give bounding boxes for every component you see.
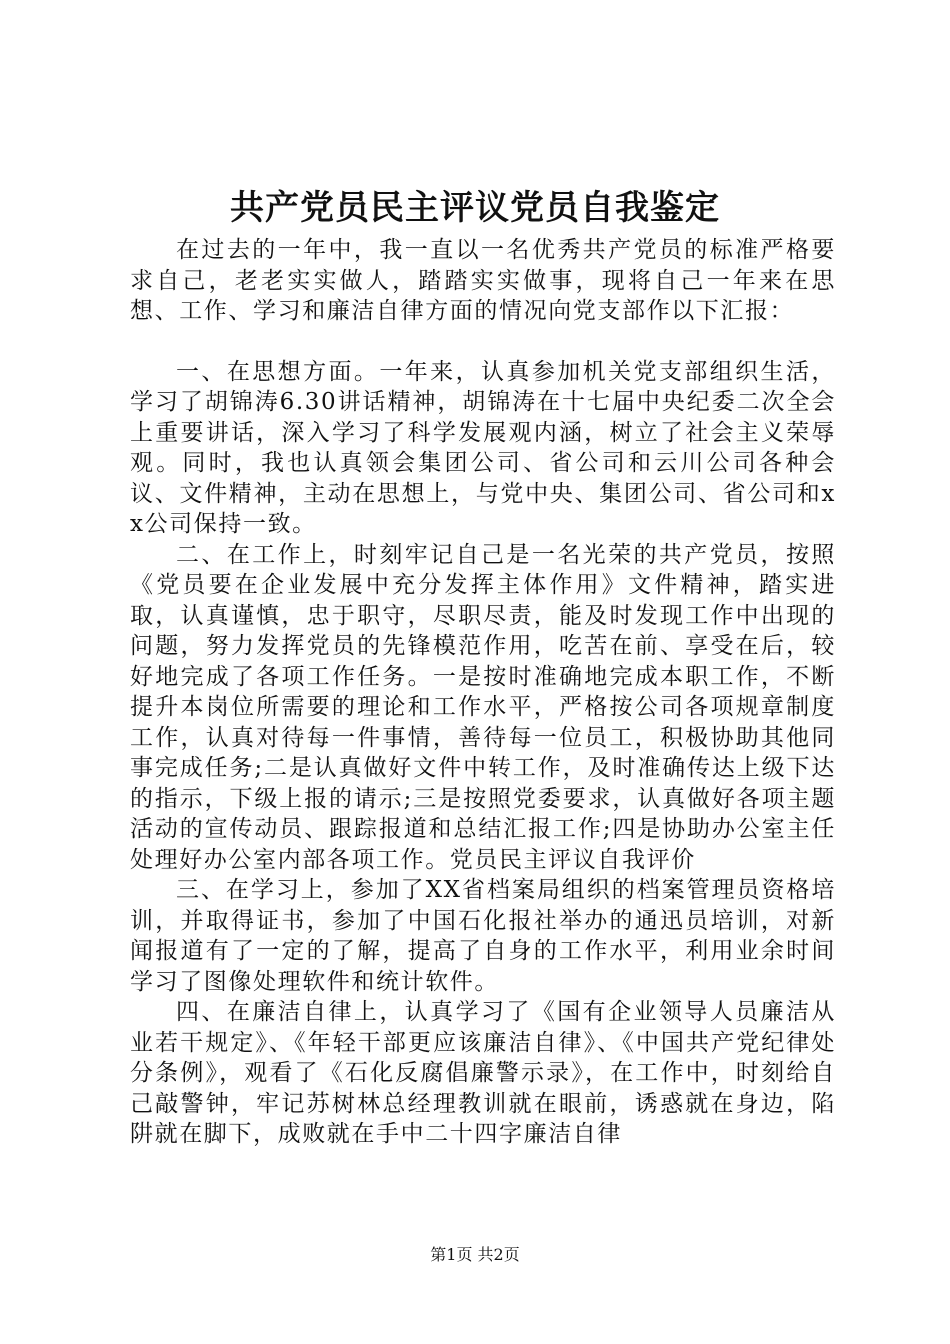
- integrity-paragraph: 四、在廉洁自律上，认真学习了《国有企业领导人员廉洁从业若干规定》、《年轻干部更应该廉洁自律》、《中国共产党纪律处分条例》，观看了《石化反腐倡廉警示录》，在工作中，时刻给自己敲警钟，牢记苏树林总经理教训就在眼前，诱惑就在身边，陷阱就在脚下，成败就在手中二十四字廉洁自律: [130, 999, 836, 1147]
- thought-paragraph: 一、在思想方面。一年来，认真参加机关党支部组织生活，学习了胡锦涛6.30讲话精神，胡锦涛在十七届中央纪委二次全会上重要讲话，深入学习了科学发展观内涵，树立了社会主义荣辱观。同时，我也认真领会集团公司、省公司和云川公司各种会议、文件精神，主动在思想上，与党中央、集团公司、省公司和xx公司保持一致。: [130, 358, 836, 537]
- document-title: 共产党员民主评议党员自我鉴定: [230, 188, 720, 228]
- page-number-footer: 第1页 共2页: [430, 1245, 520, 1264]
- document-body: [130, 235, 836, 1150]
- intro-paragraph: 在过去的一年中，我一直以一名优秀共产党员的标准严格要求自己，老老实实做人，踏踏实实做事，现将自己一年来在思想、工作、学习和廉洁自律方面的情况向党支部作以下汇报：: [130, 237, 836, 324]
- work-paragraph: 二、在工作上，时刻牢记自己是一名光荣的共产党员，按照《党员要在企业发展中充分发挥主体作用》文件精神，踏实进取，认真谨慎，忠于职守，尽职尽责，能及时发现工作中出现的问题，努力发挥党员的先锋模范作用，吃苦在前、享受在后，较好地完成了各项工作任务。一是按时准确地完成本职工作，不断提升本岗位所需要的理论和工作水平，严格按公司各项规章制度工作，认真对待每一件事情，善待每一位员工，积极协助其他同事完成任务;二是认真做好文件中转工作，及时准确传达上级下达的指示，下级上报的请示;三是按照党委要求，认真做好各项主题活动的宣传动员、跟踪报道和总结汇报工作;四是协助办公室主任处理好办公室内部各项工作。党员民主评议自我评价: [130, 541, 836, 873]
- study-paragraph: 三、在学习上，参加了XX省档案局组织的档案管理员资格培训，并取得证书，参加了中国石化报社举办的通迅员培训，对新闻报道有了一定的了解，提高了自身的工作水平，利用业余时间学习了图像处理软件和统计软件。: [130, 877, 836, 995]
